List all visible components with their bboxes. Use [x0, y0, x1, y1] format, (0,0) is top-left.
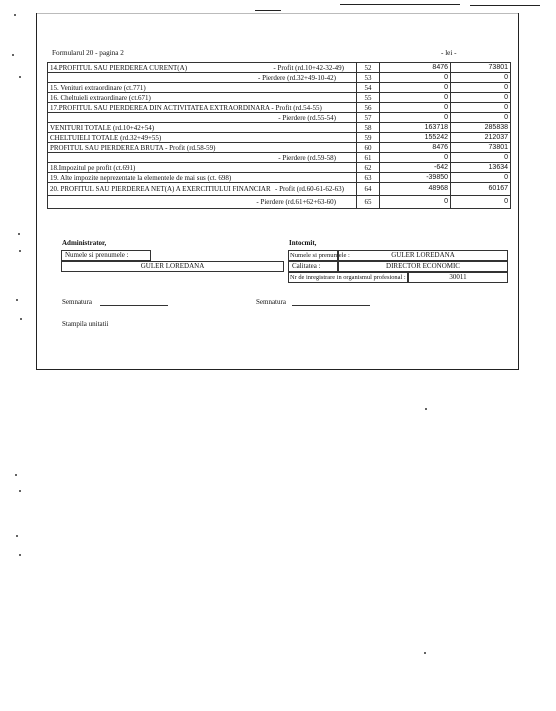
row-label-cell	[48, 196, 357, 209]
table-row	[48, 83, 511, 93]
left-signature	[62, 298, 168, 306]
row-sublabel: - Profit (rd.10+42-32-49)	[273, 63, 344, 72]
table-row	[48, 73, 511, 83]
row-code: 60	[357, 143, 380, 153]
row-label: 15. Venituri extraordinare (ct.771)	[50, 83, 146, 92]
row-label: PROFITUL SAU PIERDEREA BRUTA - Profit (rd.58-59)	[50, 143, 216, 152]
row-label-cell	[48, 93, 357, 103]
row-code: 61	[357, 153, 380, 163]
value-previous: 212037	[451, 133, 511, 143]
value-current: -39850	[380, 173, 451, 183]
scan-speck	[16, 299, 18, 301]
value-current: 0	[380, 113, 451, 123]
value-previous: 0	[451, 113, 511, 123]
intocmit-title: Intocmit,	[289, 239, 317, 247]
row-label-cell	[48, 83, 357, 93]
value-current: 0	[380, 196, 451, 209]
scan-speck	[14, 14, 16, 16]
intocmit-role-box	[338, 261, 508, 272]
row-code: 65	[357, 196, 380, 209]
value-current: 8476	[380, 143, 451, 153]
administrator-name-box	[61, 261, 284, 272]
table-row	[48, 196, 511, 209]
scan-line	[470, 5, 540, 6]
row-label: CHELTUIELI TOTALE (rd.32+49+55)	[50, 133, 162, 142]
row-code: 58	[357, 123, 380, 133]
right-signature-line	[292, 298, 370, 306]
value-previous: 0	[451, 103, 511, 113]
administrator-name-label: Numele si prenumele :	[65, 251, 129, 259]
currency-label: - lei -	[441, 49, 457, 57]
row-sublabel: - Pierdere (rd.32+49-10-42)	[257, 73, 336, 82]
row-label-cell	[48, 163, 357, 173]
scan-speck	[19, 250, 21, 252]
row-code: 57	[357, 113, 380, 123]
administrator-name: GULER LOREDANA	[140, 262, 205, 270]
row-label: 17.PROFITUL SAU PIERDEREA DIN ACTIVITATEA EXTRAORDINARA - Profit (rd.54-55)	[50, 103, 322, 112]
row-code: 55	[357, 93, 380, 103]
table-row	[48, 123, 511, 133]
row-sublabel: - Profit (rd.60-61-62-63)	[274, 185, 344, 193]
row-label-cell	[48, 63, 357, 73]
table-row	[48, 183, 511, 196]
intocmit-reg-label-box	[288, 272, 408, 283]
value-current: 0	[380, 93, 451, 103]
value-current: 8476	[380, 63, 451, 73]
table-row	[48, 173, 511, 183]
scan-speck	[15, 474, 17, 476]
value-current: 0	[380, 73, 451, 83]
scan-speck	[16, 535, 18, 537]
table-row	[48, 113, 511, 123]
table-row	[48, 153, 511, 163]
value-current: 163718	[380, 123, 451, 133]
row-sublabel: - Pierdere (rd.59-58)	[278, 153, 336, 162]
row-label-cell	[48, 173, 357, 183]
row-label: 19. Alte impozite neprezentate la elementele de mai sus (ct. 698)	[50, 173, 232, 182]
table-row	[48, 143, 511, 153]
row-label-cell	[48, 133, 357, 143]
row-label: 14.PROFITUL SAU PIERDEREA CURENT(A)	[50, 63, 188, 72]
row-label: 18.Impozitul pe profit (ct.691)	[50, 163, 136, 172]
value-previous: 0	[451, 93, 511, 103]
form-page-label: Formularul 20 - pagina 2	[52, 49, 124, 57]
intocmit-name-label: Numele si prenumele :	[290, 252, 350, 259]
row-code: 56	[357, 103, 380, 113]
value-previous: 13634	[451, 163, 511, 173]
row-sublabel: - Pierdere (rd.61+62+63-60)	[256, 198, 336, 206]
table-row	[48, 163, 511, 173]
row-code: 62	[357, 163, 380, 173]
value-previous: 73801	[451, 63, 511, 73]
scan-speck	[424, 652, 426, 654]
administrator-title: Administrator,	[62, 239, 107, 247]
row-label-cell	[48, 113, 357, 123]
left-signature-label: Semnatura	[62, 298, 92, 306]
value-current: 0	[380, 83, 451, 93]
intocmit-name-box	[338, 250, 508, 261]
value-previous: 0	[451, 83, 511, 93]
right-signature	[256, 298, 370, 306]
scan-line	[255, 10, 281, 11]
scan-line	[340, 4, 460, 5]
value-previous: 0	[451, 73, 511, 83]
table-row	[48, 133, 511, 143]
row-code: 63	[357, 173, 380, 183]
intocmit-role-label-box	[288, 261, 338, 272]
intocmit-role: DIRECTOR ECONOMIC	[386, 262, 460, 270]
row-sublabel: - Pierdere (rd.55-54)	[278, 113, 336, 122]
scan-speck	[20, 318, 22, 320]
value-current: -642	[380, 163, 451, 173]
intocmit-role-label: Calitatea :	[292, 262, 321, 270]
intocmit-name: GULER LOREDANA	[391, 251, 455, 259]
scan-speck	[19, 76, 21, 78]
value-current: 155242	[380, 133, 451, 143]
intocmit-reg-label: Nr de inregistrare in organismul profesional :	[290, 274, 406, 281]
row-label: 20. PROFITUL SAU PIERDEREA NET(A) A EXERCITIULUI FINANCIAR	[50, 185, 271, 193]
value-current: 48968	[380, 183, 451, 196]
row-label-cell	[48, 183, 357, 196]
value-previous: 0	[451, 173, 511, 183]
scan-speck	[19, 554, 21, 556]
row-code: 53	[357, 73, 380, 83]
table-row	[48, 63, 511, 73]
row-label-cell	[48, 103, 357, 113]
row-label: VENITURI TOTALE (rd.10+42+54)	[50, 123, 155, 132]
row-code: 64	[357, 183, 380, 196]
right-signature-label: Semnatura	[256, 298, 286, 306]
row-label-cell	[48, 73, 357, 83]
value-previous: 73801	[451, 143, 511, 153]
value-current: 0	[380, 153, 451, 163]
table-row	[48, 93, 511, 103]
value-previous: 285838	[451, 123, 511, 133]
row-label-cell	[48, 153, 357, 163]
intocmit-name-label-box	[288, 250, 350, 261]
scan-speck	[18, 233, 20, 235]
value-previous: 60167	[451, 183, 511, 196]
row-label-cell	[48, 123, 357, 133]
row-code: 54	[357, 83, 380, 93]
intocmit-reg-box	[408, 272, 508, 283]
value-current: 0	[380, 103, 451, 113]
left-signature-line	[100, 298, 168, 306]
scan-speck	[12, 54, 14, 56]
administrator-name-label-box	[61, 250, 151, 261]
value-previous: 0	[451, 153, 511, 163]
scan-speck	[19, 490, 21, 492]
row-code: 59	[357, 133, 380, 143]
financial-table	[47, 62, 511, 209]
row-label: 16. Cheltuieli extraordinare (ct.671)	[50, 93, 151, 102]
stamp-label: Stampila unitatii	[62, 320, 109, 328]
row-code: 52	[357, 63, 380, 73]
intocmit-reg: 30011	[449, 273, 467, 281]
value-previous: 0	[451, 196, 511, 209]
row-label-cell	[48, 143, 357, 153]
table-row	[48, 103, 511, 113]
scan-speck	[425, 408, 427, 410]
